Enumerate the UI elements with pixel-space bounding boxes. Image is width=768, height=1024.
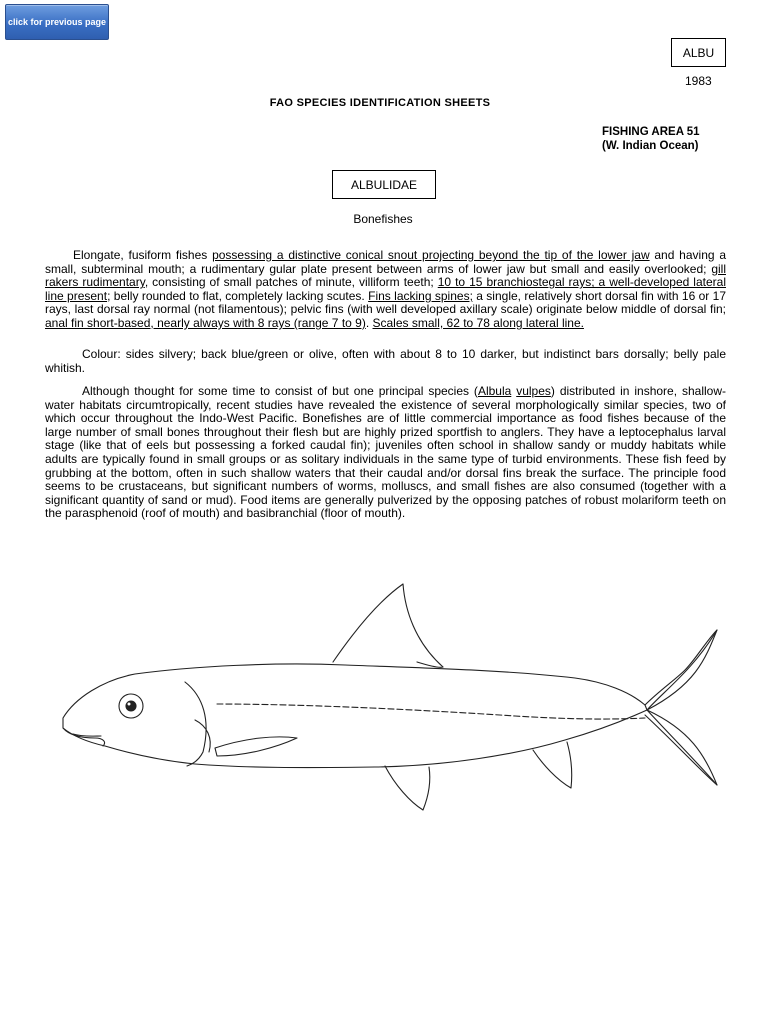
biology-paragraph: Although thought for some time to consist of but one principal species (Albula vulpes) distributed in inshore, shallow-water habitats circumtropically, recent studies have revealed the existence of several morphologically similar species, two of which occur throughout the Indo-West Pacific. Bonefishes are of little commercial importance as food fishes because of the large number of small bones throughout their flesh but are highly prized sportfish to anglers. They have a leptocephalus larval stage (like that of eels but possessing a forked caudal fin); juveniles often school in shallow sandy or muddy habitats while adults are typically found in small groups or as solitary individuals in the same type of turbid environments. These fish feed by grubbing at the bottom, often in such shallow waters that their caudal and/or dorsal fins break the surface. The principle food seems to be crustaceans, but significant numbers of worms, molluscs, and small fishes are also consumed (together with a significant quantity of sand or mud). Food items are generally pulverized by the opposing patches of robust molariform teeth on the parasphenoid (roof of mouth) and basibranchial (floor of mouth).: [45, 384, 726, 521]
sheets-title: FAO SPECIES IDENTIFICATION SHEETS: [269, 97, 491, 109]
bonefish-illustration: [45, 570, 725, 830]
species-code-box: ALBU: [671, 38, 726, 67]
family-name-box: ALBULIDAE: [332, 170, 436, 199]
fishing-area: [602, 125, 700, 153]
description-paragraph: Elongate, fusiform fishes possessing a distinctive conical snout projecting beyond the tip of the lower jaw and having a small, subterminal mouth; a rudimentary gular plate present between arms of lower jaw but small and easily overlooked; gill rakers rudimentary, consisting of small patches of minute, villiform teeth; 10 to 15 branchiostegal rays; a well-developed lateral line present; belly rounded to flat, completely lacking scutes. Fins lacking spines; a single, relatively short dorsal fin with 16 or 17 rays, last dorsal ray normal (not filamentous); pelvic fins (with well developed axillary scale) originate below middle of dorsal fin; anal fin short-based, nearly always with 8 rays (range 7 to 9). Scales small, 62 to 78 along lateral line.: [45, 248, 726, 330]
previous-page-button[interactable]: click for previous page: [5, 4, 109, 40]
year: 1983: [685, 74, 712, 88]
family-common-name: Bonefishes: [353, 212, 413, 226]
colour-paragraph: Colour: sides silvery; back blue/green or olive, often with about 8 to 10 darker, but indistinct bars dorsally; belly pale whitish.: [45, 347, 726, 375]
fishing-area-line2: (W. Indian Ocean): [602, 140, 699, 152]
fishing-area-line1: FISHING AREA 51: [602, 126, 700, 138]
